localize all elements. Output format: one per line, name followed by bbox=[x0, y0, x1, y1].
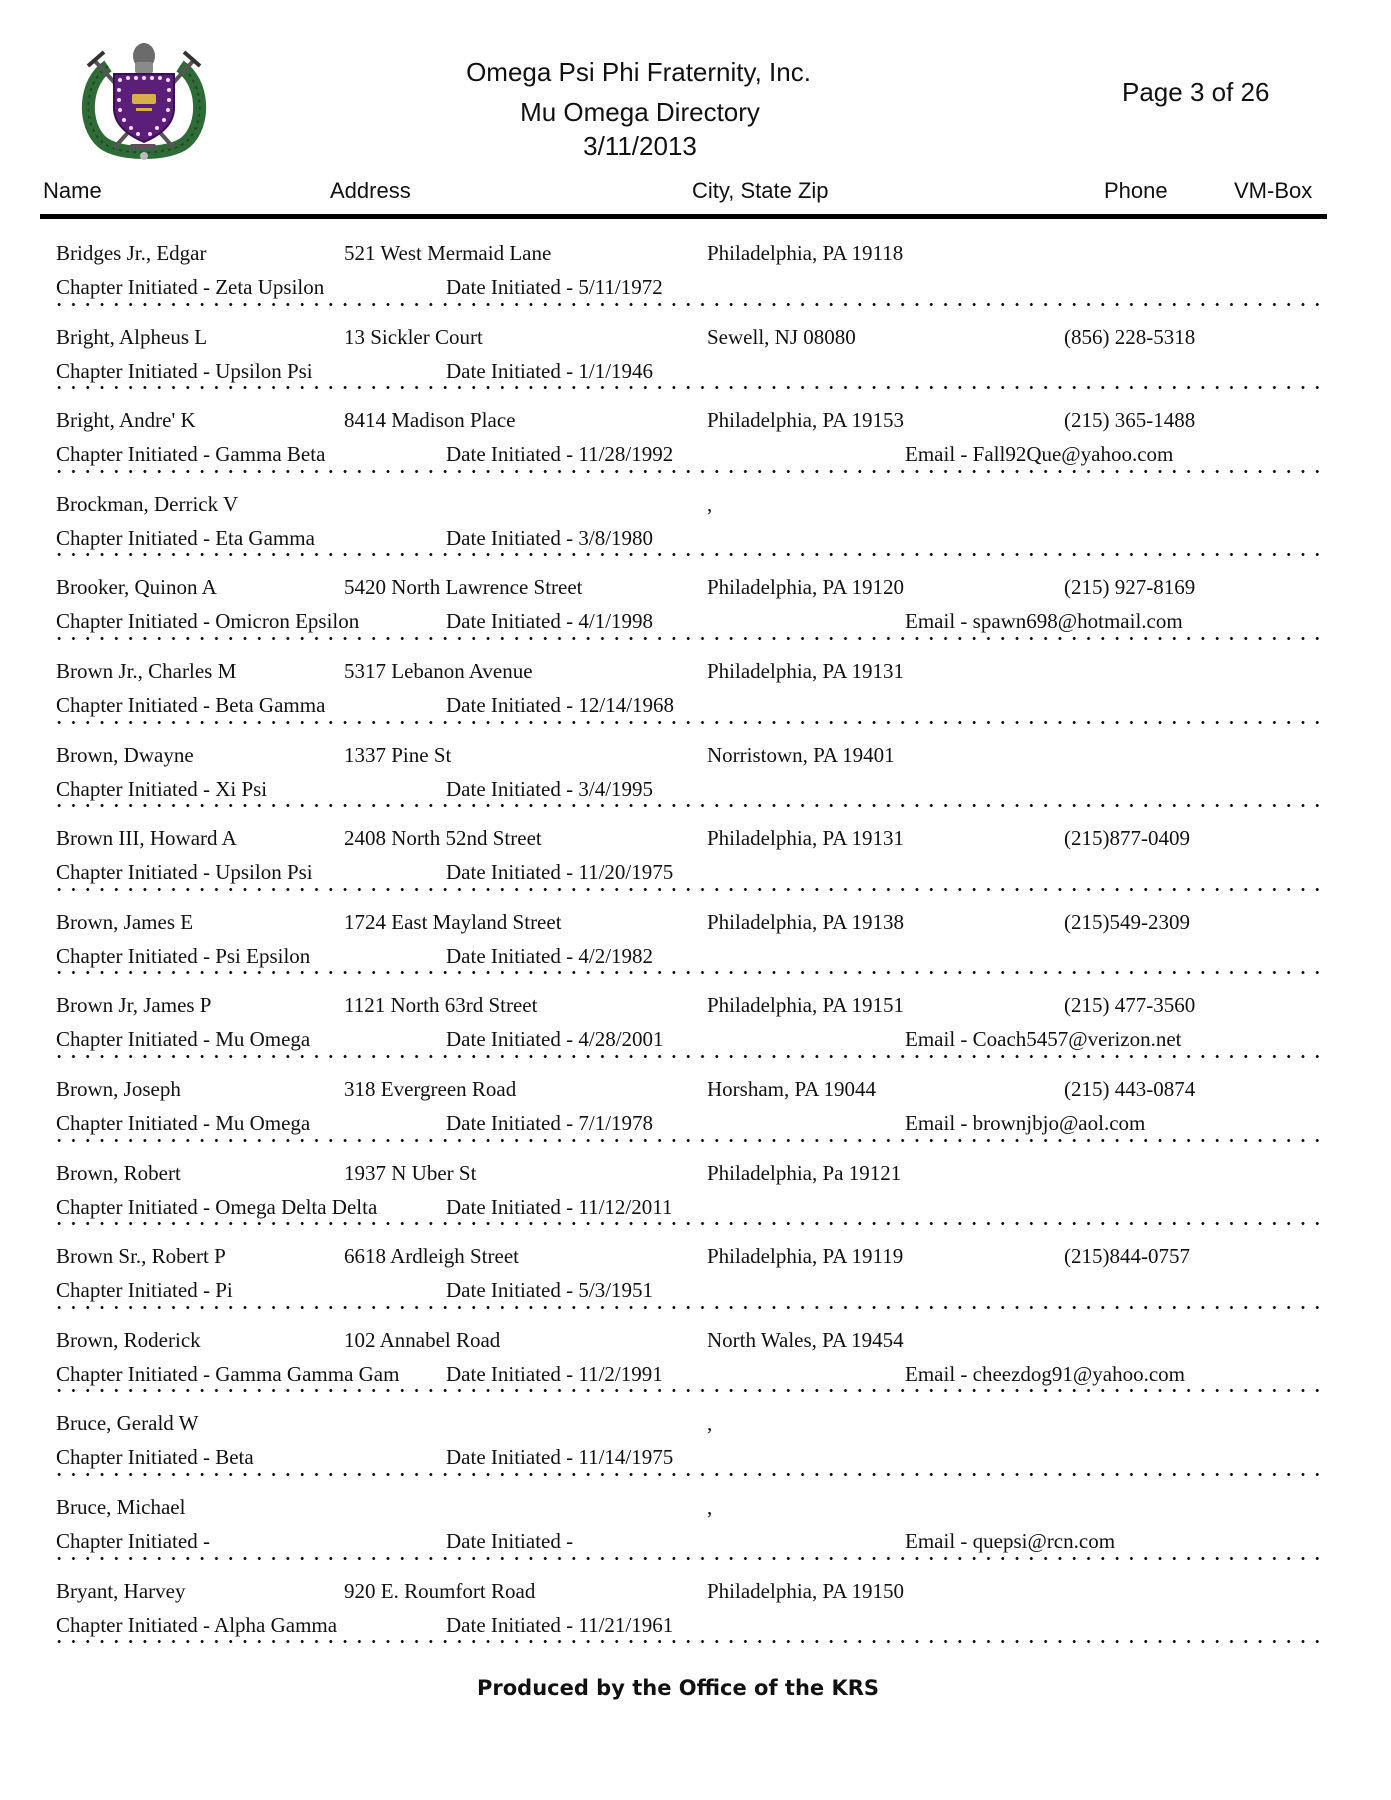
member-date-initiated: Date Initiated - 11/12/2011 bbox=[446, 1194, 673, 1219]
member-entry bbox=[0, 1058, 1391, 1142]
dotted-divider bbox=[52, 1640, 1328, 1643]
member-phone: (215)877-0409 bbox=[1064, 826, 1190, 851]
member-chapter: Chapter Initiated - Alpha Gamma bbox=[56, 1612, 338, 1637]
member-name: Bright, Alpheus L bbox=[56, 324, 208, 349]
member-entry bbox=[0, 306, 1391, 390]
member-date-initiated: Date Initiated - 11/20/1975 bbox=[446, 860, 674, 885]
member-date-initiated: Date Initiated - bbox=[446, 1528, 574, 1553]
member-entry bbox=[0, 473, 1391, 557]
member-name: Brown, Dwayne bbox=[56, 742, 194, 767]
member-entry bbox=[0, 974, 1391, 1058]
member-city: Philadelphia, PA 19151 bbox=[707, 993, 904, 1018]
member-entry bbox=[0, 222, 1391, 306]
member-address: 920 E. Roumfort Road bbox=[344, 1578, 536, 1603]
member-city: , bbox=[707, 491, 713, 516]
member-city: Philadelphia, Pa 19121 bbox=[707, 1160, 902, 1185]
member-address: 5317 Lebanon Avenue bbox=[344, 658, 533, 683]
member-entry bbox=[0, 556, 1391, 640]
column-header-vm-box: VM-Box bbox=[1234, 178, 1313, 203]
member-name: Brockman, Derrick V bbox=[56, 491, 239, 516]
member-city: North Wales, PA 19454 bbox=[707, 1327, 904, 1352]
member-entry bbox=[0, 640, 1391, 724]
member-address: 521 West Mermaid Lane bbox=[344, 241, 552, 265]
member-name: Brown, Joseph bbox=[56, 1076, 181, 1101]
member-entry bbox=[0, 891, 1391, 975]
member-date-initiated: Date Initiated - 4/2/1982 bbox=[446, 943, 654, 968]
member-entry bbox=[0, 807, 1391, 891]
member-chapter: Chapter Initiated - Mu Omega bbox=[56, 1110, 311, 1135]
member-chapter: Chapter Initiated - Gamma Gamma Gam bbox=[56, 1361, 400, 1386]
member-email: Email - Fall92Que@yahoo.com bbox=[905, 442, 1174, 467]
member-address: 1337 Pine St bbox=[344, 742, 452, 767]
member-date-initiated: Date Initiated - 5/3/1951 bbox=[446, 1278, 654, 1303]
member-chapter: Chapter Initiated - Psi Epsilon bbox=[56, 943, 311, 968]
member-entry bbox=[0, 1476, 1391, 1560]
member-chapter: Chapter Initiated - Omicron Epsilon bbox=[56, 609, 360, 634]
member-date-initiated: Date Initiated - 7/1/1978 bbox=[446, 1110, 654, 1135]
member-entry bbox=[0, 724, 1391, 808]
member-address: 1724 East Mayland Street bbox=[344, 909, 562, 934]
member-date-initiated: Date Initiated - 3/4/1995 bbox=[446, 776, 654, 801]
member-name: Brown Jr, James P bbox=[56, 993, 212, 1018]
member-address: 13 Sickler Court bbox=[344, 324, 483, 349]
member-name: Bright, Andre' K bbox=[56, 408, 196, 433]
member-city: Philadelphia, PA 19153 bbox=[707, 408, 904, 433]
organization-title: Omega Psi Phi Fraternity, Inc. bbox=[466, 57, 811, 87]
member-name: Brown Jr., Charles M bbox=[56, 658, 237, 683]
column-header-phone: Phone bbox=[1104, 178, 1168, 203]
member-name: Bryant, Harvey bbox=[56, 1578, 186, 1603]
member-address: 8414 Madison Place bbox=[344, 408, 516, 433]
member-list bbox=[0, 222, 1391, 1643]
member-email: Email - brownjbjo@aol.com bbox=[905, 1110, 1146, 1135]
member-name: Brown, Roderick bbox=[56, 1327, 201, 1352]
member-city: Philadelphia, PA 19120 bbox=[707, 575, 904, 600]
member-phone: (215)844-0757 bbox=[1064, 1244, 1190, 1269]
member-entry bbox=[0, 1142, 1391, 1226]
member-date-initiated: Date Initiated - 11/2/1991 bbox=[446, 1361, 663, 1386]
member-phone: (215) 365-1488 bbox=[1064, 408, 1196, 433]
member-chapter: Chapter Initiated - Omega Delta Delta bbox=[56, 1194, 378, 1219]
member-date-initiated: Date Initiated - 3/8/1980 bbox=[446, 525, 654, 550]
member-name: Brown, James E bbox=[56, 909, 194, 934]
member-city: Horsham, PA 19044 bbox=[707, 1076, 876, 1101]
member-city: Philadelphia, PA 19119 bbox=[707, 1244, 904, 1269]
column-header-city: City, State Zip bbox=[692, 178, 829, 203]
member-city: Philadelphia, PA 19118 bbox=[707, 241, 904, 265]
member-city: Philadelphia, PA 19138 bbox=[707, 909, 904, 934]
header-divider bbox=[40, 214, 1327, 219]
member-chapter: Chapter Initiated - Gamma Beta bbox=[56, 442, 326, 467]
member-address: 1937 N Uber St bbox=[344, 1160, 477, 1185]
member-phone: (856) 228-5318 bbox=[1064, 324, 1196, 349]
member-date-initiated: Date Initiated - 12/14/1968 bbox=[446, 692, 675, 717]
member-chapter: Chapter Initiated - Beta Gamma bbox=[56, 692, 326, 717]
member-name: Bruce, Michael bbox=[56, 1494, 186, 1519]
member-phone: (215)549-2309 bbox=[1064, 909, 1190, 934]
directory-title: Mu Omega Directory bbox=[520, 97, 760, 127]
member-date-initiated: Date Initiated - 1/1/1946 bbox=[446, 358, 654, 383]
column-header-address: Address bbox=[330, 178, 411, 203]
member-chapter: Chapter Initiated - Xi Psi bbox=[56, 776, 268, 801]
member-phone: (215) 927-8169 bbox=[1064, 575, 1196, 600]
member-email: Email - cheezdog91@yahoo.com bbox=[905, 1361, 1185, 1386]
member-date-initiated: Date Initiated - 11/28/1992 bbox=[446, 442, 674, 467]
member-name: Brooker, Quinon A bbox=[56, 575, 217, 600]
member-date-initiated: Date Initiated - 5/11/1972 bbox=[446, 275, 663, 299]
member-chapter: Chapter Initiated - Pi bbox=[56, 1278, 233, 1303]
member-address: 1121 North 63rd Street bbox=[344, 993, 538, 1018]
member-chapter: Chapter Initiated - Zeta Upsilon bbox=[56, 275, 325, 299]
member-city: Norristown, PA 19401 bbox=[707, 742, 895, 767]
member-email: Email - spawn698@hotmail.com bbox=[905, 609, 1183, 634]
member-entry bbox=[0, 1560, 1391, 1644]
member-city: Philadelphia, PA 19131 bbox=[707, 826, 904, 851]
footer-credit: Produced by the Office of the KRS bbox=[476, 1676, 880, 1700]
member-phone: (215) 443-0874 bbox=[1064, 1076, 1196, 1101]
member-email: Email - Coach5457@verizon.net bbox=[905, 1027, 1182, 1052]
member-city: Sewell, NJ 08080 bbox=[707, 324, 856, 349]
member-chapter: Chapter Initiated - Upsilon Psi bbox=[56, 860, 313, 885]
member-address: 102 Annabel Road bbox=[344, 1327, 501, 1352]
member-city: Philadelphia, PA 19131 bbox=[707, 658, 904, 683]
member-date-initiated: Date Initiated - 4/1/1998 bbox=[446, 609, 654, 634]
member-entry bbox=[0, 1392, 1391, 1476]
member-chapter: Chapter Initiated - Mu Omega bbox=[56, 1027, 311, 1052]
member-city: Philadelphia, PA 19150 bbox=[707, 1578, 904, 1603]
column-header-name: Name bbox=[43, 178, 102, 203]
member-city: , bbox=[707, 1494, 713, 1519]
member-entry bbox=[0, 389, 1391, 473]
member-address: 318 Evergreen Road bbox=[344, 1076, 517, 1101]
directory-date: 3/11/2013 bbox=[583, 131, 697, 161]
member-name: Bridges Jr., Edgar bbox=[56, 241, 207, 265]
member-name: Bruce, Gerald W bbox=[56, 1411, 199, 1436]
member-chapter: Chapter Initiated - Beta bbox=[56, 1445, 254, 1470]
member-email: Email - quepsi@rcn.com bbox=[905, 1528, 1116, 1553]
page-number: Page 3 of 26 bbox=[1122, 77, 1270, 107]
member-chapter: Chapter Initiated - Upsilon Psi bbox=[56, 358, 313, 383]
member-city: , bbox=[707, 1411, 713, 1436]
member-chapter: Chapter Initiated - bbox=[56, 1528, 210, 1553]
member-chapter: Chapter Initiated - Eta Gamma bbox=[56, 525, 315, 550]
member-entry bbox=[0, 1309, 1391, 1393]
member-date-initiated: Date Initiated - 11/21/1961 bbox=[446, 1612, 674, 1637]
member-date-initiated: Date Initiated - 11/14/1975 bbox=[446, 1445, 674, 1470]
member-name: Brown Sr., Robert P bbox=[56, 1244, 226, 1269]
member-address: 5420 North Lawrence Street bbox=[344, 575, 583, 600]
member-name: Brown, Robert bbox=[56, 1160, 181, 1185]
member-phone: (215) 477-3560 bbox=[1064, 993, 1196, 1018]
member-address: 6618 Ardleigh Street bbox=[344, 1244, 519, 1269]
member-date-initiated: Date Initiated - 4/28/2001 bbox=[446, 1027, 664, 1052]
member-name: Brown III, Howard A bbox=[56, 826, 237, 851]
member-address: 2408 North 52nd Street bbox=[344, 826, 542, 851]
member-entry bbox=[0, 1225, 1391, 1309]
